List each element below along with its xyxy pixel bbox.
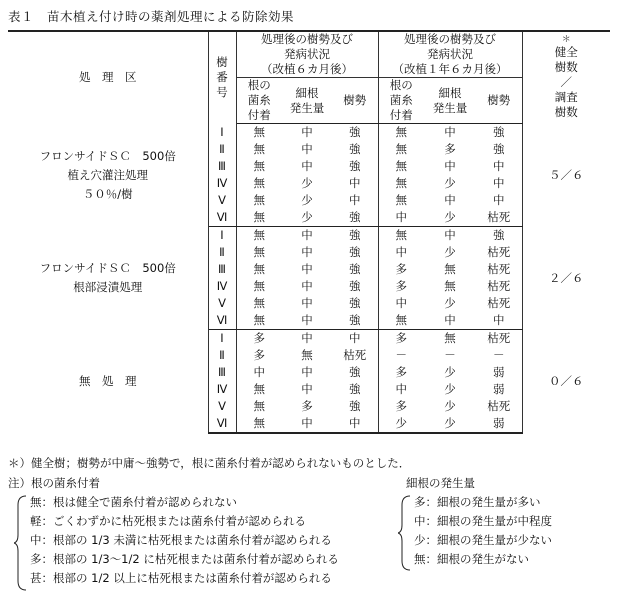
root-fungus-header-6m: 根の 菌糸 付着 <box>236 78 282 124</box>
root-fungus-6m-cell: 無 <box>253 262 265 276</box>
vigor-1y6m-cell: 中 <box>476 158 522 175</box>
legend-item: 軽：ごくわずかに枯死根または菌糸付着が認められる <box>30 514 306 528</box>
root-fungus-1y6m-cell: 多 <box>395 262 407 276</box>
fine-root-1y6m-cell: 少 <box>444 245 456 259</box>
fine-root-1y6m-cell: 少 <box>424 415 476 433</box>
fine-root-1y6m-cell: 無 <box>444 279 456 293</box>
root-fungus-1y6m-cell: 多 <box>395 399 407 413</box>
healthy-ratio-cell: ０／６ <box>549 373 584 388</box>
healthy-ratio-cell: ２／６ <box>549 270 584 285</box>
tree-number-cell: Ⅳ <box>208 175 236 192</box>
fine-root-legend-title: 細根の発生量 <box>406 476 475 490</box>
fine-root-6m-cell: 中 <box>301 382 313 396</box>
vigor-1y6m-cell: 中 <box>476 192 522 209</box>
fine-root-1y6m-cell: 多 <box>444 142 456 156</box>
tree-number-cell: Ⅰ <box>208 330 236 348</box>
fine-root-6m-cell: 少 <box>301 176 313 190</box>
vigor-1y6m-cell: 枯死 <box>476 244 522 261</box>
vigor-1y6m-cell: 中 <box>476 175 522 192</box>
legend-item: 中：根部の 1/3 未満に枯死根または菌糸付着が認められる <box>30 533 332 547</box>
vigor-1y6m-cell: 弱 <box>476 364 522 381</box>
vigor-6m-cell: 強 <box>332 209 378 227</box>
legend-item: 甚：根部の 1/2 以上に枯死根または菌糸付着が認められる <box>30 571 332 585</box>
fine-root-legend-brace <box>398 495 412 571</box>
root-fungus-6m-cell: 無 <box>253 228 265 242</box>
tree-number-cell: Ⅲ <box>208 261 236 278</box>
fine-root-6m-cell: 中 <box>301 228 313 242</box>
fine-root-6m-cell: 中 <box>301 245 313 259</box>
root-fungus-6m-cell: 無 <box>236 312 282 330</box>
fine-root-legend-list <box>414 493 552 569</box>
tree-number-cell: Ⅴ <box>208 295 236 312</box>
legend-item: 多：根部の 1/3～1/2 に枯死根または菌糸付着が認められる <box>30 552 339 566</box>
vigor-6m-cell: 強 <box>332 158 378 175</box>
vigor-6m-cell: 強 <box>332 141 378 158</box>
tree-no-header: 樹 番 号 <box>208 31 236 124</box>
fine-root-1y6m-cell: 中 <box>444 228 456 242</box>
root-fungus-1y6m-cell: 多 <box>395 279 407 293</box>
healthy-tree-note: ＊）健全樹；樹勢が中庸～強勢で，根に菌糸付着が認められないものとした． <box>8 456 411 470</box>
vigor-6m-cell: 強 <box>332 244 378 261</box>
vigor-6m-cell: 中 <box>332 192 378 209</box>
root-fungus-1y6m-cell: 中 <box>378 209 424 227</box>
table-row <box>8 124 610 142</box>
fine-root-6m-cell: 中 <box>301 262 313 276</box>
vigor-6m-cell: 強 <box>332 278 378 295</box>
tree-number-cell: Ⅵ <box>208 312 236 330</box>
fine-root-header-1y6m: 細根 発生量 <box>424 78 476 124</box>
fine-root-6m-cell: 中 <box>301 159 313 173</box>
root-fungus-6m-cell: 無 <box>253 382 265 396</box>
root-fungus-6m-cell: 多 <box>253 331 265 345</box>
fine-root-6m-cell: 中 <box>301 125 313 139</box>
root-fungus-6m-cell: 無 <box>253 142 265 156</box>
fine-root-1y6m-cell: 少 <box>444 296 456 310</box>
tree-number-cell: Ⅱ <box>208 347 236 364</box>
root-fungus-1y6m-cell: 無 <box>395 142 407 156</box>
vigor-1y6m-cell: 枯死 <box>476 278 522 295</box>
treatment-cell: フロンサイドＳＣ 500倍 根部浸漬処理 <box>8 227 208 330</box>
vigor-6m-cell: 枯死 <box>332 347 378 364</box>
root-fungus-1y6m-cell: 無 <box>395 228 407 242</box>
treatment-header: 処 理 区 <box>8 31 208 124</box>
fine-root-1y6m-cell: 少 <box>444 365 456 379</box>
root-fungus-1y6m-cell: 多 <box>395 365 407 379</box>
root-legend-brace <box>14 495 28 591</box>
tree-number-cell: Ⅲ <box>208 158 236 175</box>
root-fungus-1y6m-cell: 無 <box>395 193 407 207</box>
legend-item: 多：細根の発生量が多い <box>414 495 541 509</box>
root-fungus-6m-cell: 無 <box>253 176 265 190</box>
treatment-cell: フロンサイドＳＣ 500倍 植え穴灌注処理 ５０％/樹 <box>8 124 208 227</box>
tree-number-cell: Ⅴ <box>208 398 236 415</box>
fine-root-6m-cell: 少 <box>282 209 332 227</box>
root-fungus-6m-cell: 無 <box>253 125 265 139</box>
fine-root-6m-cell: 多 <box>301 399 313 413</box>
vigor-1y6m-cell: 枯死 <box>476 261 522 278</box>
root-fungus-6m-cell: 無 <box>253 159 265 173</box>
fine-root-1y6m-cell: 少 <box>444 399 456 413</box>
tree-number-cell: Ⅳ <box>208 381 236 398</box>
root-fungus-1y6m-cell: 中 <box>395 296 407 310</box>
vigor-1y6m-cell: 強 <box>476 124 522 142</box>
fine-root-6m-cell: 少 <box>301 193 313 207</box>
vigor-6m-cell: 強 <box>332 124 378 142</box>
after-1y6m-header: 処理後の樹勢及び 発病状況 （改植１年６カ月後） <box>378 31 522 78</box>
root-fungus-1y6m-cell: 無 <box>395 176 407 190</box>
healthy-ratio-header: ＊ 健全 樹数 ／ 調査 樹数 <box>554 35 578 120</box>
root-fungus-1y6m-cell: 無 <box>395 125 407 139</box>
healthy-ratio-cell: ５／６ <box>549 167 584 182</box>
fine-root-6m-cell: 中 <box>301 365 313 379</box>
vigor-1y6m-cell: 枯死 <box>476 295 522 312</box>
results-table <box>8 30 610 434</box>
tree-number-cell: Ⅱ <box>208 141 236 158</box>
vigor-header-6m: 樹勢 <box>332 78 378 124</box>
vigor-1y6m-cell: 強 <box>476 141 522 158</box>
fine-root-1y6m-cell: 中 <box>444 159 456 173</box>
root-fungus-1y6m-cell: 多 <box>395 331 407 345</box>
fine-root-1y6m-cell: 少 <box>424 209 476 227</box>
table-row <box>8 330 610 348</box>
after-6-months-header: 処理後の樹勢及び 発病状況 （改植６カ月後） <box>236 31 378 78</box>
fine-root-6m-cell: 中 <box>301 331 313 345</box>
table-caption: 表１ 苗木植え付け時の薬剤処理による防除効果 <box>8 9 295 24</box>
root-fungus-6m-cell: 無 <box>253 296 265 310</box>
root-fungus-6m-cell: 中 <box>253 365 265 379</box>
tree-number-cell: Ⅵ <box>208 415 236 433</box>
vigor-header-1y6m: 樹勢 <box>476 78 522 124</box>
vigor-6m-cell: 強 <box>332 381 378 398</box>
vigor-6m-cell: 強 <box>332 364 378 381</box>
vigor-1y6m-cell: 中 <box>476 312 522 330</box>
fine-root-1y6m-cell: 少 <box>444 176 456 190</box>
fine-root-6m-cell: 中 <box>282 312 332 330</box>
root-fungus-6m-cell: 無 <box>236 209 282 227</box>
vigor-6m-cell: 中 <box>332 415 378 433</box>
legend-item: 少：細根の発生量が少ない <box>414 533 552 547</box>
fine-root-1y6m-cell: 中 <box>444 125 456 139</box>
vigor-6m-cell: 強 <box>332 312 378 330</box>
vigor-1y6m-cell: 枯死 <box>476 209 522 227</box>
root-fungus-6m-cell: 無 <box>253 399 265 413</box>
root-fungus-header-1y6m: 根の 菌糸 付着 <box>378 78 424 124</box>
legend-item: 無：根は健全で菌糸付着が認められない <box>30 495 237 509</box>
root-fungus-1y6m-cell: 無 <box>395 159 407 173</box>
tree-number-cell: Ⅳ <box>208 278 236 295</box>
fine-root-header-6m: 細根 発生量 <box>282 78 332 124</box>
tree-number-cell: Ⅰ <box>208 124 236 142</box>
fine-root-1y6m-cell: － <box>444 348 456 362</box>
root-fungus-6m-cell: 多 <box>253 348 265 362</box>
treatment-cell: 無 処 理 <box>8 330 208 434</box>
legend-item: 無：細根の発生がない <box>414 552 529 566</box>
vigor-1y6m-cell: － <box>476 347 522 364</box>
vigor-6m-cell: 強 <box>332 398 378 415</box>
fine-root-6m-cell: 無 <box>301 348 313 362</box>
legend-item: 中：細根の発生量が中程度 <box>414 514 552 528</box>
vigor-1y6m-cell: 枯死 <box>476 330 522 348</box>
vigor-6m-cell: 強 <box>332 261 378 278</box>
table-row <box>8 227 610 245</box>
vigor-6m-cell: 中 <box>332 175 378 192</box>
vigor-1y6m-cell: 弱 <box>476 381 522 398</box>
tree-number-cell: Ⅵ <box>208 209 236 227</box>
tree-number-cell: Ⅰ <box>208 227 236 245</box>
fine-root-1y6m-cell: 無 <box>444 262 456 276</box>
tree-number-cell: Ⅲ <box>208 364 236 381</box>
root-fungus-1y6m-cell: 無 <box>378 312 424 330</box>
vigor-6m-cell: 強 <box>332 295 378 312</box>
root-fungus-1y6m-cell: 少 <box>378 415 424 433</box>
root-legend-title: 注）根の菌糸付着 <box>8 476 100 490</box>
root-fungus-6m-cell: 無 <box>253 245 265 259</box>
fine-root-6m-cell: 中 <box>301 142 313 156</box>
vigor-1y6m-cell: 強 <box>476 227 522 245</box>
root-fungus-6m-cell: 無 <box>236 415 282 433</box>
vigor-6m-cell: 強 <box>332 227 378 245</box>
tree-number-cell: Ⅴ <box>208 192 236 209</box>
fine-root-6m-cell: 中 <box>282 415 332 433</box>
root-legend-list <box>30 493 339 588</box>
fine-root-6m-cell: 中 <box>301 279 313 293</box>
vigor-6m-cell: 中 <box>332 330 378 348</box>
tree-number-cell: Ⅱ <box>208 244 236 261</box>
vigor-1y6m-cell: 弱 <box>476 415 522 433</box>
fine-root-1y6m-cell: 無 <box>444 331 456 345</box>
fine-root-1y6m-cell: 中 <box>424 312 476 330</box>
fine-root-1y6m-cell: 少 <box>444 382 456 396</box>
root-fungus-1y6m-cell: 中 <box>395 382 407 396</box>
vigor-1y6m-cell: 枯死 <box>476 398 522 415</box>
root-fungus-1y6m-cell: － <box>395 348 407 362</box>
root-fungus-1y6m-cell: 中 <box>395 245 407 259</box>
fine-root-6m-cell: 中 <box>301 296 313 310</box>
root-fungus-6m-cell: 無 <box>253 193 265 207</box>
fine-root-1y6m-cell: 中 <box>444 193 456 207</box>
root-fungus-6m-cell: 無 <box>253 279 265 293</box>
